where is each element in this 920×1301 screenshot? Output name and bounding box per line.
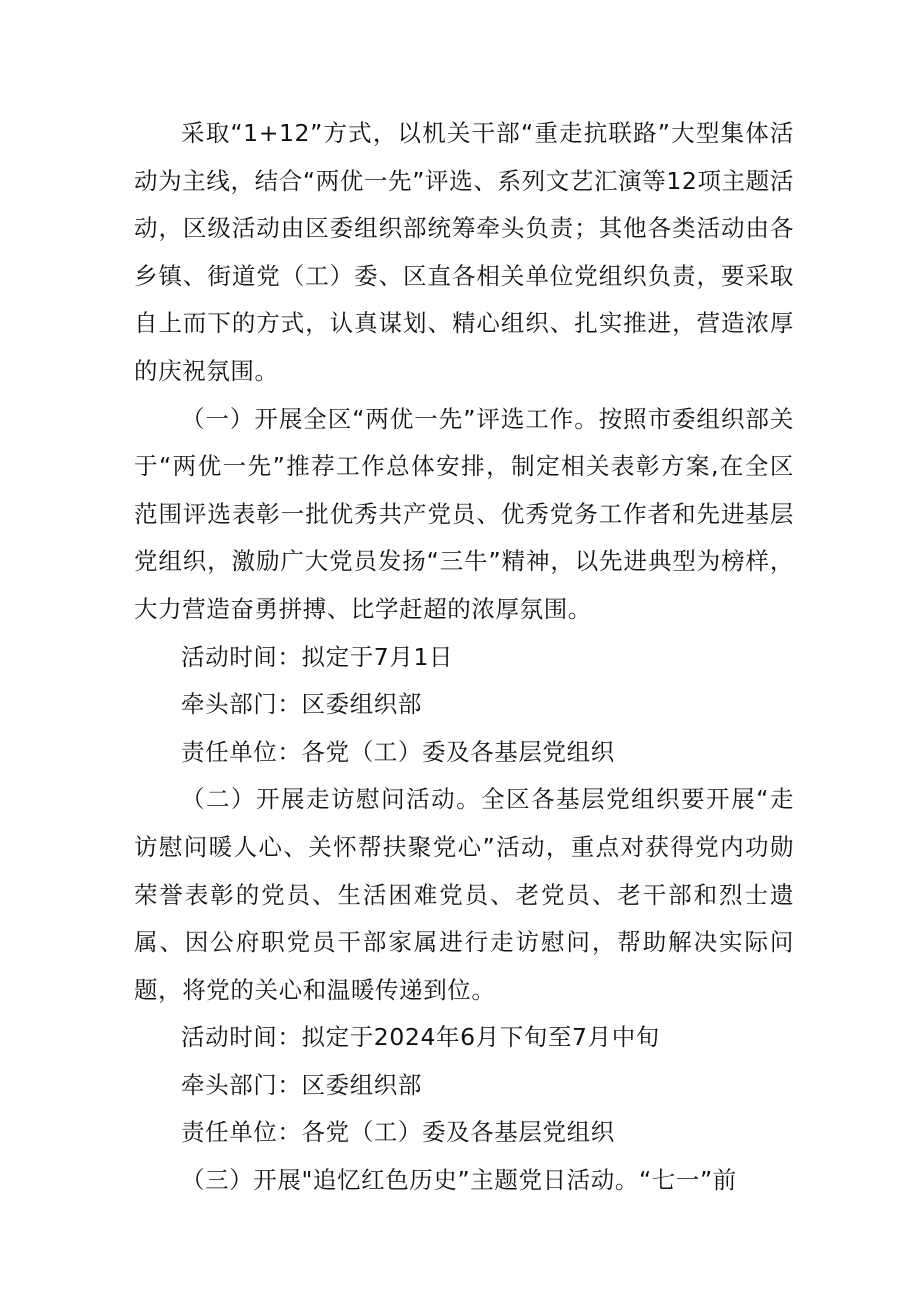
section-2-lead-department: 牵头部门：区委组织部 [181,1070,422,1099]
section-2-paragraph: （二）开展走访慰问活动。全区各基层党组织要开展“走访慰问暖人心、关怀帮扶聚党心”活动，重点对获得党内功勋荣誉表彰的党员、生活困难党员、老党员、老干部和烈士遗属、因公府职党员干部家属进行走访慰问，帮助解决实际问题，将党的关心和温暖传递到位。 [134,785,794,1004]
section-1-lead-department: 牵头部门：区委组织部 [181,690,422,719]
section-3-paragraph: （三）开展"追忆红色历史”主题党日活动。“七一”前 [181,1166,737,1195]
section-1-paragraph: （一）开展全区“两优一先”评选工作。按照市委组织部关于“两优一先”推荐工作总体安排，制定相关表彰方案,在全区范围评选表彰一批优秀共产党员、优秀党务工作者和先进基层党组织，激励广大党员发扬“三牛”精神，以先进典型为榜样，大力营造奋勇拼搏、比学赶超的浓厚氛围。 [134,404,794,623]
section-2-activity-time: 活动时间：拟定于2024年6月下旬至7月中旬 [181,1023,660,1052]
section-2-responsible-units: 责任单位：各党（工）委及各基层党组织 [181,1118,615,1147]
document-body [134,110,794,1205]
intro-paragraph: 采取“1+12”方式，以机关干部“重走抗联路”大型集体活动为主线，结合“两优一先”评选、系列文艺汇演等12项主题活动，区级活动由区委组织部统筹牵头负责；其他各类活动由各乡镇、街道党（工）委、区直各相关单位党组织负责，要采取自上而下的方式，认真谋划、精心组织、扎实推进，营造浓厚的庆祝氛围。 [134,119,794,385]
section-1-activity-time: 活动时间：拟定于7月1日 [181,642,454,671]
section-1-responsible-units: 责任单位：各党（工）委及各基层党组织 [181,737,615,766]
